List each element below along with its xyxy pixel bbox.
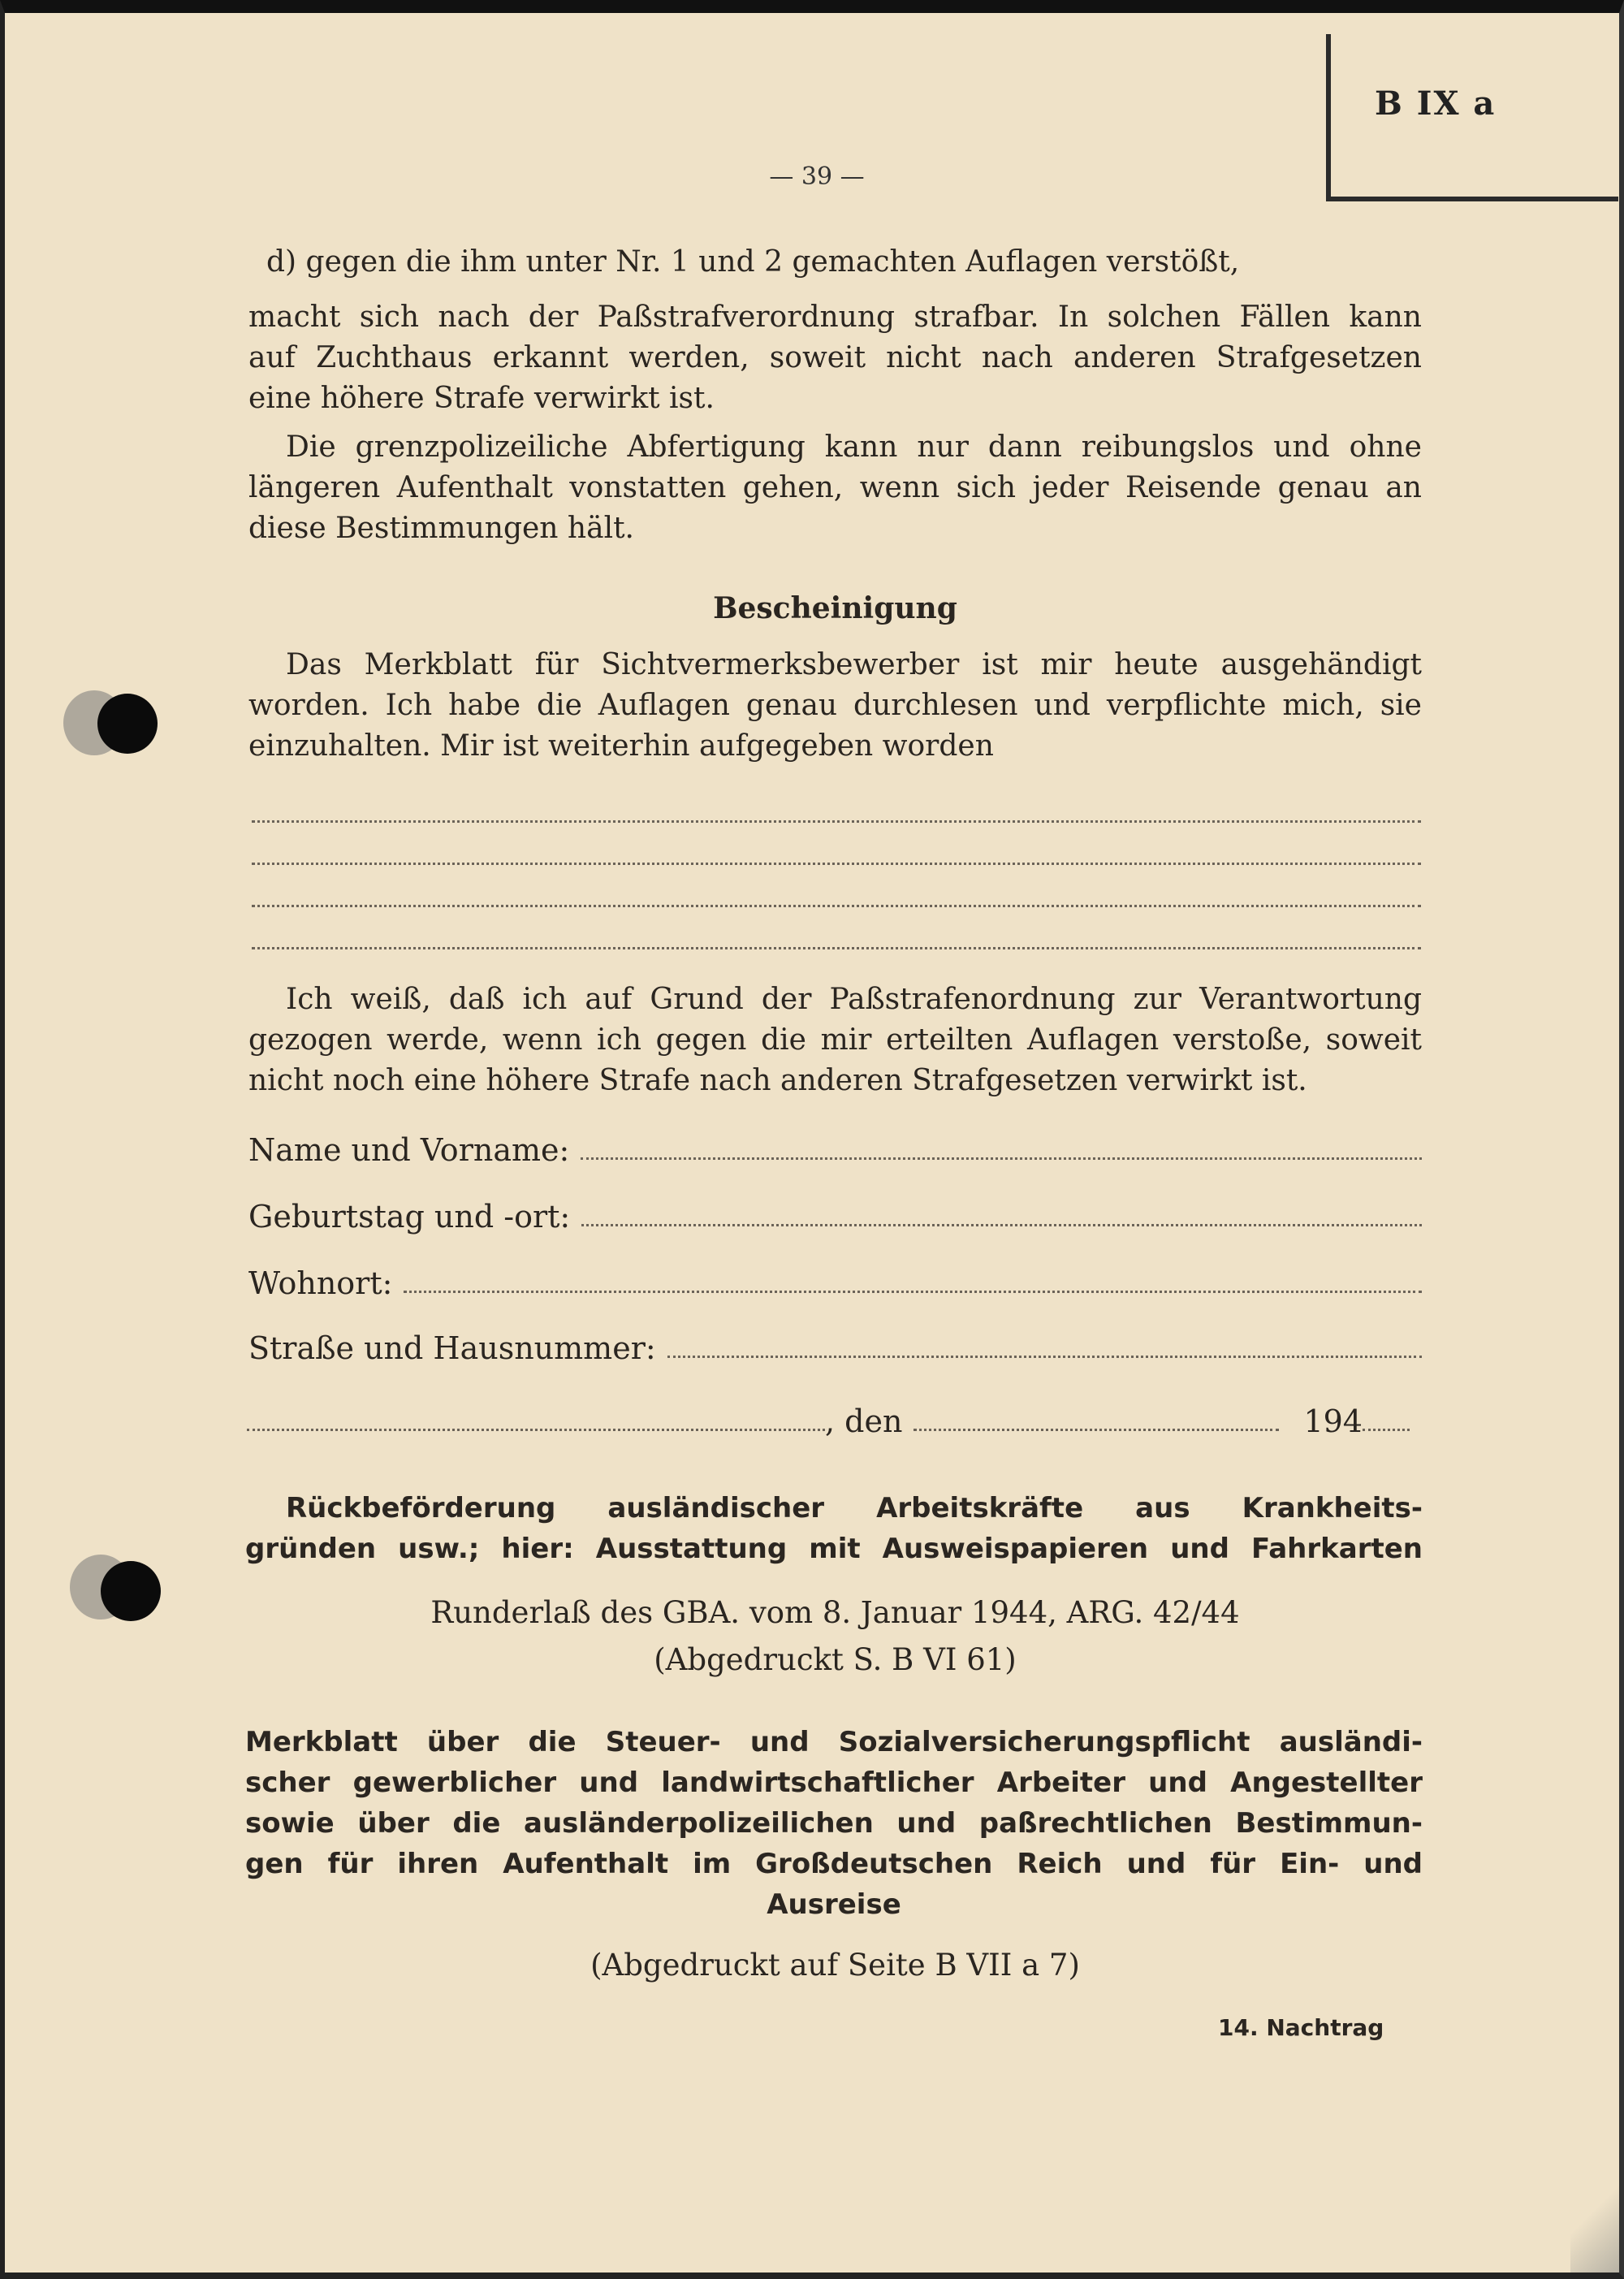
date-line[interactable] bbox=[247, 1394, 1422, 1439]
text-line: auf Zuchthaus erkannt werden, soweit nicht nach anderen Strafgesetzen bbox=[248, 341, 1422, 374]
birth-field[interactable] bbox=[248, 1189, 1422, 1235]
title-line: Rückbeförderung ausländischer Arbeitskräfte aus Krankheits- bbox=[286, 1492, 1423, 1524]
paragraph-border-control bbox=[248, 427, 1422, 549]
certificate-text bbox=[248, 645, 1422, 767]
place-field-line[interactable] bbox=[247, 1429, 825, 1431]
birth-field-label: Geburtstag und -ort: bbox=[248, 1199, 571, 1235]
title-line: scher gewerblicher und landwirtschaftlicher Arbeiter und Angestellter bbox=[245, 1767, 1423, 1799]
text-line: Die grenzpolizeiliche Abfertigung kann nur dann reibungslos und ohne bbox=[286, 430, 1422, 464]
leaflet-section-title bbox=[245, 1722, 1423, 1925]
text-line: gezogen werde, wenn ich gegen die mir erteilten Auflagen verstoße, soweit bbox=[248, 1023, 1422, 1057]
return-section-decree: Runderlaß des GBA. vom 8. Januar 1944, ARG. 42/44 bbox=[430, 1595, 1240, 1630]
return-section-title bbox=[245, 1488, 1423, 1569]
year-prefix: 194 bbox=[1303, 1403, 1363, 1439]
text-line: macht sich nach der Paßstrafverordnung strafbar. In solchen Fällen kann bbox=[248, 301, 1422, 334]
year-field-line[interactable] bbox=[1363, 1429, 1410, 1431]
blank-line[interactable] bbox=[252, 905, 1421, 907]
punch-hole-icon bbox=[97, 694, 158, 754]
title-line: sowie über die ausländerpolizeilichen und paßrechtlichen Bestimmun- bbox=[245, 1807, 1423, 1840]
title-line: gen für ihren Aufenthalt im Großdeutschen Reich und für Ein- und bbox=[245, 1848, 1423, 1880]
text-line: eine höhere Strafe verwirkt ist. bbox=[248, 382, 715, 415]
date-field-line[interactable] bbox=[914, 1429, 1279, 1431]
leaflet-section-reference: (Abgedruckt auf Seite B VII a 7) bbox=[590, 1948, 1080, 1983]
page-number: — 39 — bbox=[769, 162, 865, 191]
register-tab-label: B IX a bbox=[1375, 84, 1497, 123]
blank-line[interactable] bbox=[252, 820, 1421, 823]
residence-field[interactable] bbox=[248, 1256, 1422, 1301]
birth-field-line[interactable] bbox=[581, 1224, 1422, 1226]
text-line: einzuhalten. Mir ist weiterhin aufgegeben worden bbox=[248, 729, 994, 763]
name-field[interactable] bbox=[248, 1122, 1422, 1168]
certificate-heading: Bescheinigung bbox=[713, 591, 957, 625]
text-line: worden. Ich habe die Auflagen genau durchlesen und verpflichte mich, sie bbox=[248, 689, 1422, 722]
residence-field-line[interactable] bbox=[404, 1291, 1422, 1293]
punch-hole-icon bbox=[101, 1561, 161, 1621]
street-field-line[interactable] bbox=[667, 1356, 1422, 1358]
paragraph-liability bbox=[248, 979, 1422, 1101]
street-field[interactable] bbox=[248, 1321, 1422, 1366]
name-field-label: Name und Vorname: bbox=[248, 1132, 570, 1168]
blank-line[interactable] bbox=[252, 947, 1421, 949]
title-line: Merkblatt über die Steuer- und Sozialversicherungspflicht ausländi- bbox=[245, 1726, 1423, 1758]
text-line: längeren Aufenthalt vonstatten gehen, wenn sich jeder Reisende genau an bbox=[248, 471, 1422, 504]
paragraph-penalty bbox=[248, 297, 1422, 419]
supplement-label: 14. Nachtrag bbox=[1218, 2014, 1384, 2041]
page-corner-shade bbox=[1570, 2175, 1619, 2273]
text-line: nicht noch eine höhere Strafe nach anderen Strafgesetzen verwirkt ist. bbox=[248, 1064, 1307, 1097]
return-section-reference: (Abgedruckt S. B VI 61) bbox=[654, 1642, 1017, 1677]
street-field-label: Straße und Hausnummer: bbox=[248, 1330, 656, 1366]
residence-field-label: Wohnort: bbox=[248, 1265, 393, 1301]
text-line: Das Merkblatt für Sichtvermerksbewerber ist mir heute ausgehändigt bbox=[286, 648, 1422, 681]
paragraph-d: d) gegen die ihm unter Nr. 1 und 2 gemachten Auflagen verstößt, bbox=[266, 245, 1240, 279]
date-den-label: , den bbox=[825, 1403, 903, 1439]
text-line: diese Bestimmungen hält. bbox=[248, 512, 634, 545]
title-line: gründen usw.; hier: Ausstattung mit Ausweispapieren und Fahrkarten bbox=[245, 1533, 1423, 1565]
title-line: Ausreise bbox=[767, 1888, 901, 1921]
blank-line[interactable] bbox=[252, 863, 1421, 865]
name-field-line[interactable] bbox=[581, 1157, 1422, 1160]
text-line: Ich weiß, daß ich auf Grund der Paßstrafenordnung zur Verantwortung bbox=[286, 983, 1422, 1016]
